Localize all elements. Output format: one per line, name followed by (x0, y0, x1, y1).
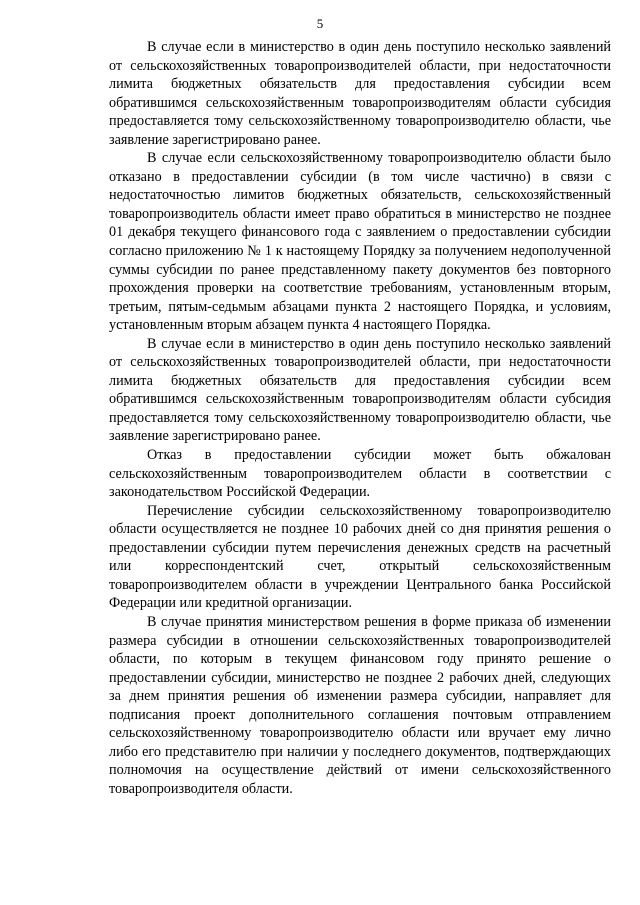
document-body (109, 38, 611, 798)
paragraph-simultaneous-applications: В случае если в министерство в один день поступило несколько заявлений от сельскохозяйственных товаропроизводителей области, при недостаточности лимита бюджетных обязательств для предоставления субсидии всем обратившимся сельскохозяйственным товаропроизводителям области субсидия предоставляется тому сельскохозяйственному товаропроизводителю области, чье заявление зарегистрировано ранее. (109, 39, 611, 148)
paragraph-subsidy-amount-change: В случае принятия министерством решения в форме приказа об изменении размера субсидии в отношении сельскохозяйственных товаропроизводителей области, по которым в текущем финансовом году принято решение о предоставлении субсидии, министерство не позднее 2 рабочих дней, следующих за днем принятия решения об изменении размера субсидии, направляет для подписания проект дополнительного соглашения почтовым отправлением сельскохозяйственному товаропроизводителю области или вручает ему лично либо его представителю при наличии у последнего документов, подтверждающих полномочия на осуществление действий от имени сельскохозяйственного товаропроизводителя области. (109, 613, 611, 797)
page-number: 5 (316, 16, 324, 31)
paragraph-appeal-refusal: Отказ в предоставлении субсидии может быть обжалован сельскохозяйственным товаропроизводителем области в соответствии с законодательством Российской Федерации. (109, 447, 611, 501)
paragraph-refusal-reapplication: В случае если сельскохозяйственному товаропроизводителю области было отказано в предоставлении субсидии (в том числе частично) в связи с недостаточностью лимитов бюджетных обязательств, сельскохозяйственный товаропроизводитель области имеет право обратиться в министерство не позднее 01 декабря текущего финансового года с заявлением о предоставлении субсидии согласно приложению № 1 к настоящему Порядку за получением недополученной суммы субсидии по ранее представленному пакету документов без повторного прохождения проверки на соответствие требованиям, установленным вторым, третьим, пятым-седьмым абзацами пункта 2 настоящего Порядка, и условиям, установленным вторым абзацем пункта 4 настоящего Порядка. (109, 150, 611, 334)
paragraph-simultaneous-applications-repeat: В случае если в министерство в один день поступило несколько заявлений от сельскохозяйственных товаропроизводителей области, при недостаточности лимита бюджетных обязательств для предоставления субсидии всем обратившимся сельскохозяйственным товаропроизводителям области субсидия предоставляется тому сельскохозяйственному товаропроизводителю области, чье заявление зарегистрировано ранее. (109, 335, 611, 445)
paragraph-subsidy-transfer: Перечисление субсидии сельскохозяйственному товаропроизводителю области осуществляется не позднее 10 рабочих дней со дня принятия решения о предоставлении субсидии путем перечисления денежных средств на расчетный или корреспондентский счет, открытый сельскохозяйственным товаропроизводителем области в учреждении Центрального банка Российской Федерации или кредитной организации. (109, 502, 611, 612)
